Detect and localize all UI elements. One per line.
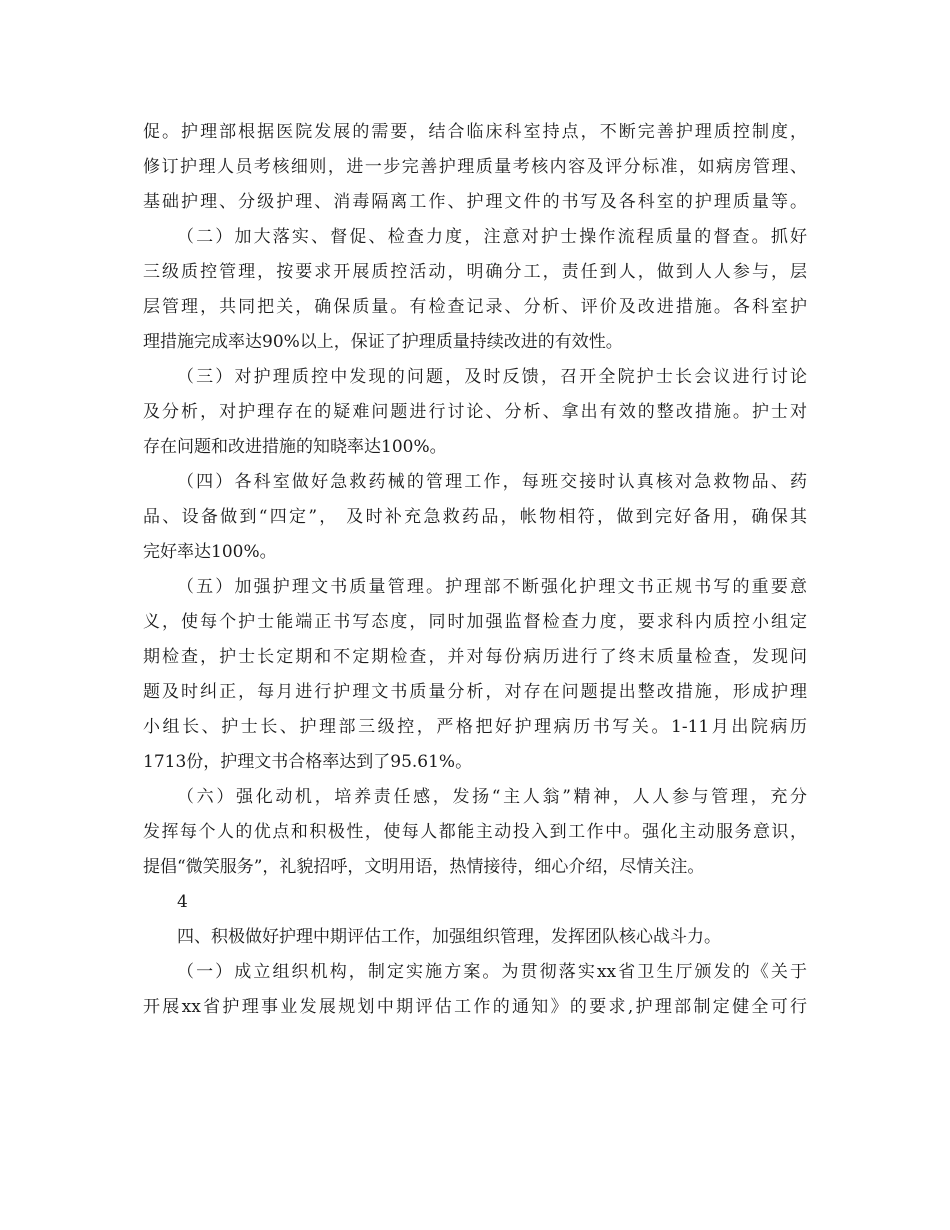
- paragraph-start-line: （六）强化动机，培养责任感，发扬“主人翁”精神，人人参与管理，充分: [177, 787, 807, 807]
- text-line: 提倡“微笑服务”，礼貌招呼，文明用语，热情接待，细心介绍，尽情关注。: [143, 857, 705, 877]
- text-line: 期检查，护士长定期和不定期检查，并对每份病历进行了终末质量检查，发现问: [143, 647, 807, 667]
- text-line: 1713份，护理文书合格率达到了95.61%。: [143, 752, 473, 772]
- text-line: 题及时纠正，每月进行护理文书质量分析，对存在问题提出整改措施，形成护理: [143, 682, 807, 702]
- document-body: [143, 115, 807, 1025]
- text-line: 品、设备做到“四定”， 及时补充急救药品，帐物相符，做到完好备用，确保其: [143, 507, 807, 527]
- section-heading: 四、积极做好护理中期评估工作，加强组织管理，发挥团队核心战斗力。: [177, 927, 721, 947]
- text-line: 修订护理人员考核细则，进一步完善护理质量考核内容及评分标准，如病房管理、: [143, 157, 807, 177]
- text-line: 基础护理、分级护理、消毒隔离工作、护理文件的书写及各科室的护理质量等。: [143, 192, 807, 212]
- paragraph-start-line: （五）加强护理文书质量管理。护理部不断强化护理文书正规书写的重要意: [177, 577, 807, 597]
- text-line: 三级质控管理，按要求开展质控活动，明确分工，责任到人，做到人人参与，层: [143, 262, 807, 282]
- paragraph-start-line: （二）加大落实、督促、检查力度，注意对护士操作流程质量的督查。抓好: [177, 227, 807, 247]
- paragraph-start-line: （三）对护理质控中发现的问题，及时反馈，召开全院护士长会议进行讨论: [177, 367, 807, 387]
- paragraph-start-line: （一）成立组织机构，制定实施方案。为贯彻落实xx省卫生厅颁发的《关于: [177, 962, 807, 982]
- text-line: 存在问题和改进措施的知晓率达100%。: [143, 437, 447, 457]
- page-number: 4: [177, 892, 188, 912]
- text-line: 发挥每个人的优点和积极性，使每人都能主动投入到工作中。强化主动服务意识，: [143, 822, 807, 842]
- paragraph-start-line: （四）各科室做好急救药械的管理工作，每班交接时认真核对急救物品、药: [177, 472, 807, 492]
- text-line: 开展xx省护理事业发展规划中期评估工作的通知》的要求,护理部制定健全可行: [143, 997, 807, 1017]
- text-line: 小组长、护士长、护理部三级控，严格把好护理病历书写关。1-11月出院病历: [143, 717, 807, 737]
- text-line: 及分析，对护理存在的疑难问题进行讨论、分析、拿出有效的整改措施。护士对: [143, 402, 807, 422]
- text-line: 完好率达100%。: [143, 542, 277, 562]
- text-line: 理措施完成率达90%以上，保证了护理质量持续改进的有效性。: [143, 332, 623, 352]
- text-line: 促。护理部根据医院发展的需要，结合临床科室持点，不断完善护理质控制度，: [143, 122, 807, 142]
- text-line: 义，使每个护士能端正书写态度，同时加强监督检查力度，要求科内质控小组定: [143, 612, 807, 632]
- text-line: 层管理，共同把关，确保质量。有检查记录、分析、评价及改进措施。各科室护: [143, 297, 807, 317]
